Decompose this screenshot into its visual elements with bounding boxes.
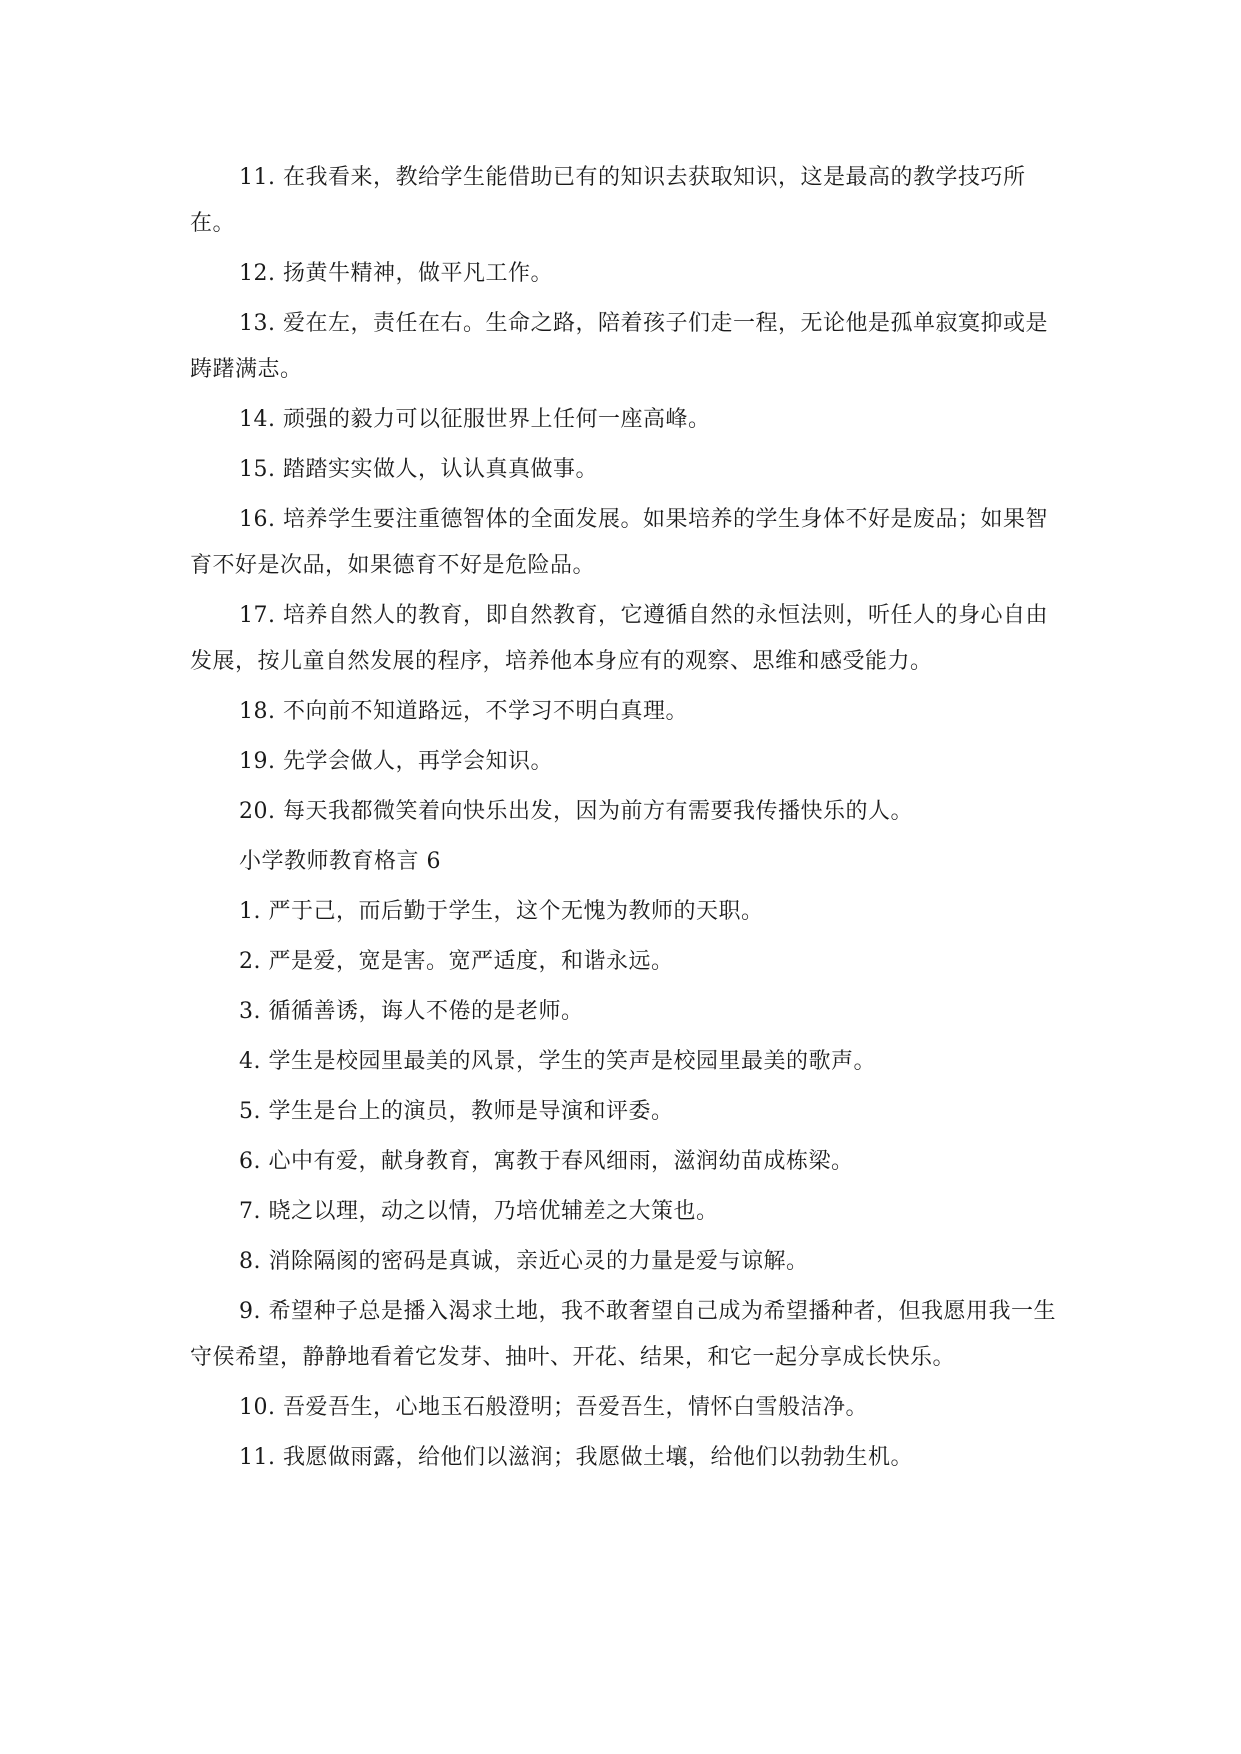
paragraph-quote-17: 17. 培养自然人的教育，即自然教育，它遵循自然的永恒法则，听任人的身心自由发展，按儿童自然发展的程序，培养他本身应有的观察、思维和感受能力。: [190, 603, 1048, 674]
paragraph-motto-8: 8. 消除隔阂的密码是真诚，亲近心灵的力量是爱与谅解。: [239, 1249, 809, 1274]
paragraph-quote-16: 16. 培养学生要注重德智体的全面发展。如果培养的学生身体不好是废品；如果智育不好是次品，如果德育不好是危险品。: [190, 507, 1048, 578]
document-body: [190, 155, 1060, 1485]
paragraph-motto-6: 6. 心中有爱，献身教育，寓教于春风细雨，滋润幼苗成栋梁。: [239, 1149, 854, 1174]
paragraph-quote-13: 13. 爱在左，责任在右。生命之路，陪着孩子们走一程，无论他是孤单寂寞抑或是踌躇满志。: [190, 311, 1048, 382]
paragraph-motto-11: 11. 我愿做雨露，给他们以滋润；我愿做土壤，给他们以勃勃生机。: [239, 1445, 913, 1470]
paragraph-quote-12: 12. 扬黄牛精神，做平凡工作。: [239, 261, 553, 286]
paragraph-quote-15: 15. 踏踏实实做人，认认真真做事。: [239, 457, 598, 482]
paragraph-motto-7: 7. 晓之以理，动之以情，乃培优辅差之大策也。: [239, 1199, 719, 1224]
section-heading: 小学教师教育格言 6: [239, 849, 441, 874]
paragraph-quote-14: 14. 顽强的毅力可以征服世界上任何一座高峰。: [239, 407, 711, 432]
paragraph-motto-10: 10. 吾爱吾生，心地玉石般澄明；吾爱吾生，情怀白雪般洁净。: [239, 1395, 868, 1420]
paragraph-quote-18: 18. 不向前不知道路远，不学习不明白真理。: [239, 699, 688, 724]
paragraph-motto-3: 3. 循循善诱，诲人不倦的是老师。: [239, 999, 584, 1024]
paragraph-quote-11: 11. 在我看来，教给学生能借助已有的知识去获取知识，这是最高的教学技巧所在。: [190, 165, 1026, 236]
paragraph-motto-4: 4. 学生是校园里最美的风景，学生的笑声是校园里最美的歌声。: [239, 1049, 876, 1074]
paragraph-motto-5: 5. 学生是台上的演员，教师是导演和评委。: [239, 1099, 674, 1124]
paragraph-motto-1: 1. 严于己，而后勤于学生，这个无愧为教师的天职。: [239, 899, 764, 924]
paragraph-motto-9: 9. 希望种子总是播入渴求土地，我不敢奢望自己成为希望播种者，但我愿用我一生守侯希望，静静地看着它发芽、抽叶、开花、结果，和它一起分享成长快乐。: [190, 1299, 1056, 1370]
paragraph-quote-20: 20. 每天我都微笑着向快乐出发，因为前方有需要我传播快乐的人。: [239, 799, 913, 824]
paragraph-quote-19: 19. 先学会做人，再学会知识。: [239, 749, 553, 774]
paragraph-motto-2: 2. 严是爱，宽是害。宽严适度，和谐永远。: [239, 949, 674, 974]
